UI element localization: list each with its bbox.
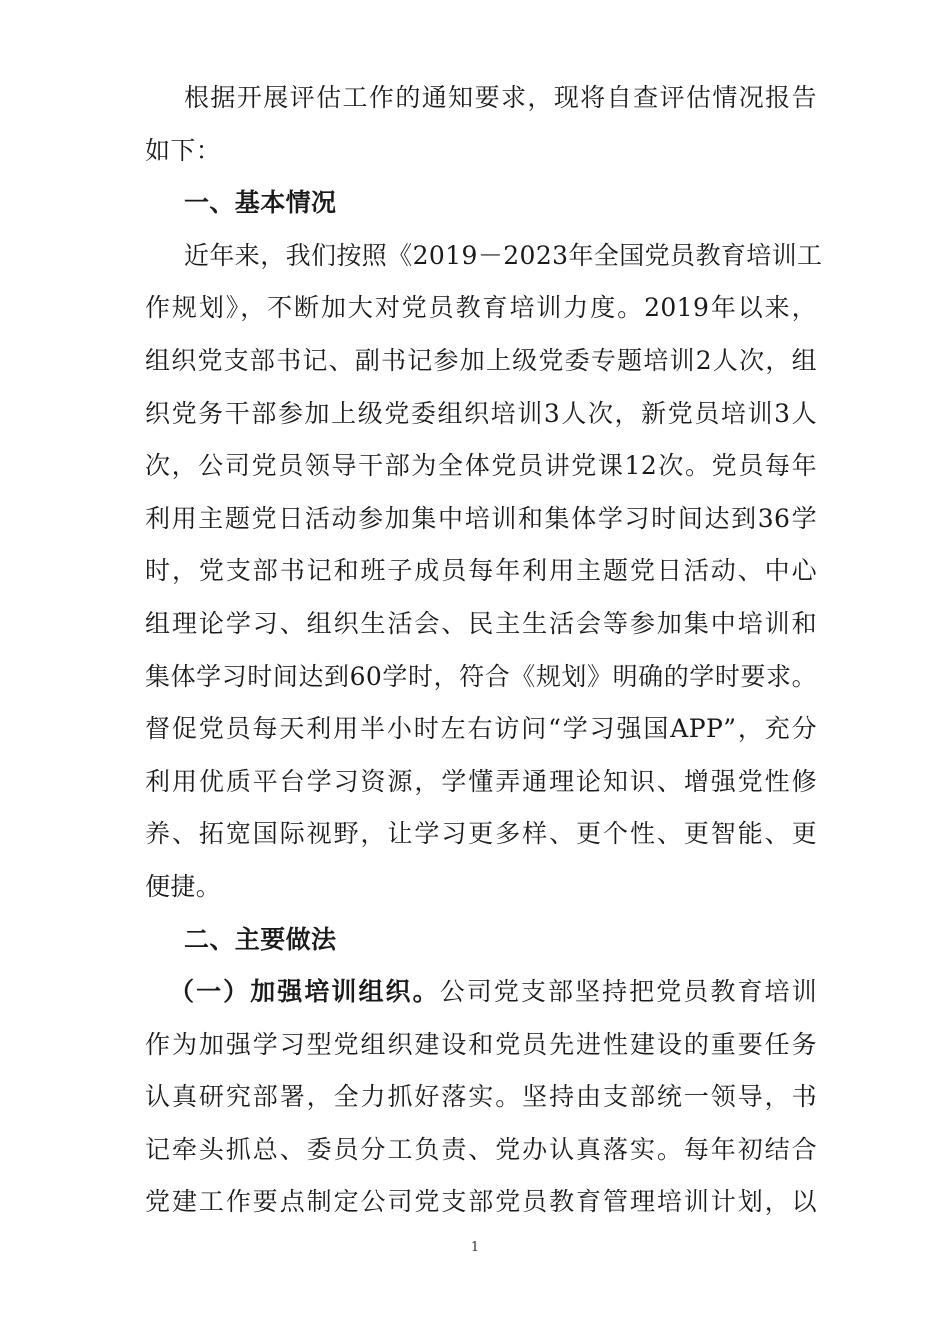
paragraph-line: 作规划》，不断加大对党员教育培训力度。2019年以来， <box>145 293 817 323</box>
paragraph-line: 时，党支部书记和班子成员每年利用主题党日活动、中心 <box>145 556 817 586</box>
paragraph-line: 组织党支部书记、副书记参加上级党委专题培训2人次，组 <box>145 345 817 375</box>
paragraph-line: 根据开展评估工作的通知要求，现将自查评估情况报告 <box>184 83 817 112</box>
paragraph-line: 记牵头抓总、委员分工负责、党办认真落实。每年初结合 <box>145 1134 817 1164</box>
paragraph-line: 党建工作要点制定公司党支部党员教育管理培训计划，以 <box>145 1187 817 1217</box>
paragraph-line: 利用优质平台学习资源，学懂弄通理论知识、增强党性修 <box>145 766 817 796</box>
paragraph-line: 组理论学习、组织生活会、民主生活会等参加集中培训和 <box>145 608 817 638</box>
subsection-lead: （一）加强培训组织。 <box>169 977 440 1007</box>
paragraph-line: 作为加强学习型党组织建设和党员先进性建设的重要任务 <box>145 1029 817 1059</box>
section-heading: 二、主要做法 <box>184 924 337 954</box>
page-number: 1 <box>470 1240 480 1255</box>
paragraph-line: 利用主题党日活动参加集中培训和集体学习时间达到36学 <box>145 503 817 533</box>
paragraph-line: 织党务干部参加上级党委组织培训3人次，新党员培训3人 <box>145 398 817 428</box>
paragraph-line: 认真研究部署，全力抓好落实。坚持由支部统一领导，书 <box>145 1082 817 1112</box>
paragraph-line: 集体学习时间达到60学时，符合《规划》明确的学时要求。 <box>145 661 817 691</box>
paragraph-line: 便捷。 <box>145 871 222 901</box>
paragraph-line: 近年来，我们按照《2019－2023年全国党员教育培训工 <box>184 240 823 270</box>
paragraph-text: 公司党支部坚持把党员教育培训 <box>439 977 817 1007</box>
paragraph-line: 督促党员每天利用半小时左右访问“学习强国APP”，充分 <box>145 714 817 744</box>
paragraph-line: 如下： <box>145 135 222 165</box>
paragraph-line: 次，公司党员领导干部为全体党员讲党课12次。党员每年 <box>145 451 817 481</box>
document-body <box>145 72 823 1229</box>
paragraph-line <box>145 966 817 1019</box>
paragraph-line: 养、拓宽国际视野，让学习更多样、更个性、更智能、更 <box>145 819 817 849</box>
section-heading: 一、基本情况 <box>184 188 337 218</box>
